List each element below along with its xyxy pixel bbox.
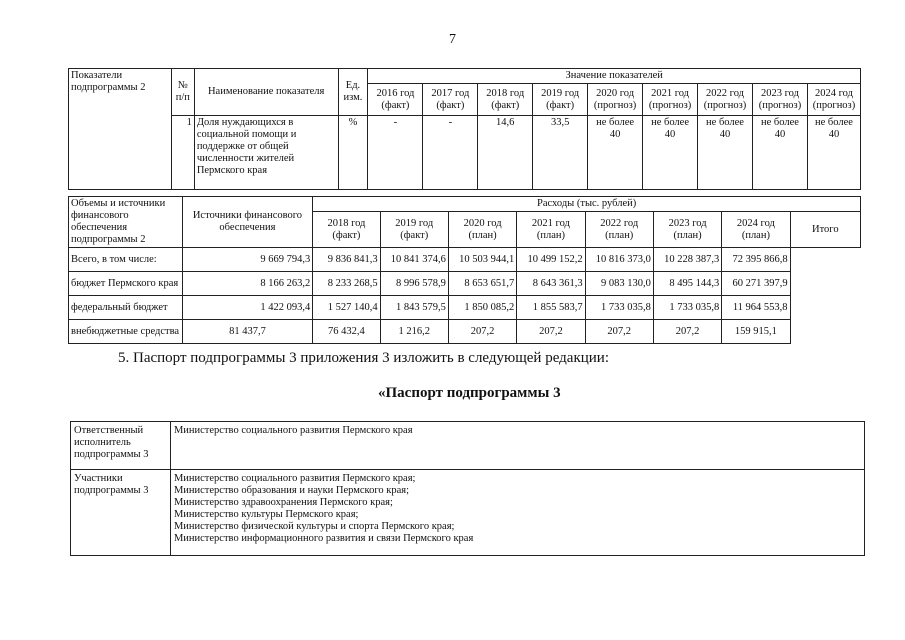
finance-value: 207,2 xyxy=(585,320,653,344)
paragraph-text: 5. Паспорт подпрограммы 3 приложения 3 изложить в следующей редакции: xyxy=(118,350,610,366)
finance-value: 10 816 373,0 xyxy=(585,248,653,272)
participant-item: Министерство здравоохранения Пермского края; xyxy=(173,497,393,508)
indicator-value: не более 40 xyxy=(588,116,643,190)
year-header: 2019 год (факт) xyxy=(533,84,588,116)
indicator-value: не более 40 xyxy=(643,116,698,190)
year-header: 2020 год (прогноз) xyxy=(588,84,643,116)
finance-value: 207,2 xyxy=(448,320,516,344)
finance-value: 10 228 387,3 xyxy=(653,248,721,272)
indicator-name: Доля нуждающихся в социальной помощи и поддержке от общей численности жителей Пермского края xyxy=(194,116,338,190)
participant-item: Министерство информационного развития и связи Пермского края xyxy=(173,533,474,544)
indicator-value: - xyxy=(368,116,423,190)
finance-value: 1 527 140,4 xyxy=(313,296,380,320)
participants-label: Участники подпрограммы 3 xyxy=(71,470,171,556)
finance-year-header: 2021 год (план) xyxy=(517,212,585,248)
finance-value: 9 669 794,3 xyxy=(182,248,313,272)
finance-value: 9 083 130,0 xyxy=(585,272,653,296)
indicators-row-label: Показатели подпрограммы 2 xyxy=(69,69,172,190)
finance-year-header: 2024 год (план) xyxy=(722,212,790,248)
finance-value: 1 850 085,2 xyxy=(448,296,516,320)
finance-value: 76 432,4 xyxy=(313,320,380,344)
finance-value: 207,2 xyxy=(517,320,585,344)
indicator-unit: % xyxy=(338,116,368,190)
sources-header: Источники финансового обеспечения xyxy=(182,197,313,248)
year-header: 2021 год (прогноз) xyxy=(643,84,698,116)
year-header: 2017 год (факт) xyxy=(423,84,478,116)
year-header: 2024 год (прогноз) xyxy=(807,84,860,116)
finance-value: 72 395 866,8 xyxy=(722,248,790,272)
finance-row xyxy=(69,272,861,296)
col-name-header: Наименование показателя xyxy=(194,69,338,116)
finance-value: 8 233 268,5 xyxy=(313,272,380,296)
finance-value: 8 166 263,2 xyxy=(182,272,313,296)
finance-row xyxy=(69,320,861,344)
finance-value: 11 964 553,8 xyxy=(722,296,790,320)
col-unit-header: Ед. изм. xyxy=(338,69,368,116)
responsible-value: Министерство социального развития Пермского края xyxy=(170,422,864,470)
participant-item: Министерство социального развития Пермского края; xyxy=(173,473,416,484)
indicator-value: 33,5 xyxy=(533,116,588,190)
indicator-value: 14,6 xyxy=(478,116,533,190)
passport-table xyxy=(70,421,865,556)
finance-source: федеральный бюджет xyxy=(69,296,183,320)
finance-value: 10 499 152,2 xyxy=(517,248,585,272)
finance-value: 8 495 144,3 xyxy=(653,272,721,296)
participant-item: Министерство культуры Пермского края; xyxy=(173,509,359,520)
passport-title: «Паспорт подпрограммы 3 xyxy=(378,385,561,401)
responsible-label: Ответственный исполнитель подпрограммы 3 xyxy=(71,422,171,470)
finance-row xyxy=(69,296,861,320)
finance-value: 207,2 xyxy=(653,320,721,344)
finance-year-header: 2019 год (факт) xyxy=(380,212,448,248)
year-header: 2022 год (прогноз) xyxy=(698,84,753,116)
finance-source: бюджет Пермского края xyxy=(69,272,183,296)
finance-table xyxy=(68,196,861,344)
finance-year-header: 2023 год (план) xyxy=(653,212,721,248)
participant-item: Министерство образования и науки Пермского края; xyxy=(173,485,410,496)
indicator-value: - xyxy=(423,116,478,190)
finance-year-header: Итого xyxy=(790,212,860,248)
finance-source: внебюджетные средства xyxy=(69,320,183,344)
finance-year-header: 2022 год (план) xyxy=(585,212,653,248)
finance-value: 1 733 035,8 xyxy=(653,296,721,320)
finance-value: 60 271 397,9 xyxy=(722,272,790,296)
participant-item: Министерство физической культуры и спорта Пермского края; xyxy=(173,521,455,532)
indicator-value: не более 40 xyxy=(753,116,808,190)
finance-value: 8 996 578,9 xyxy=(380,272,448,296)
finance-value: 81 437,7 xyxy=(182,320,313,344)
finance-value: 1 422 093,4 xyxy=(182,296,313,320)
expenses-header: Расходы (тыс. рублей) xyxy=(313,197,861,212)
indicator-value: не более 40 xyxy=(807,116,860,190)
finance-row xyxy=(69,248,861,272)
finance-value: 1 216,2 xyxy=(380,320,448,344)
finance-value: 159 915,1 xyxy=(722,320,790,344)
finance-value: 1 733 035,8 xyxy=(585,296,653,320)
finance-row-label: Объемы и источники финансового обеспечения подпрограммы 2 xyxy=(69,197,183,248)
participants-list xyxy=(170,470,864,556)
finance-value: 8 643 361,3 xyxy=(517,272,585,296)
values-header: Значение показателей xyxy=(368,69,861,84)
finance-value: 10 841 374,6 xyxy=(380,248,448,272)
year-header: 2023 год (прогноз) xyxy=(753,84,808,116)
indicator-value: не более 40 xyxy=(698,116,753,190)
indicators-table xyxy=(68,68,861,190)
finance-year-header: 2018 год (факт) xyxy=(313,212,380,248)
finance-value: 1 855 583,7 xyxy=(517,296,585,320)
col-num-header: № п/п xyxy=(171,69,194,116)
year-header: 2018 год (факт) xyxy=(478,84,533,116)
year-header: 2016 год (факт) xyxy=(368,84,423,116)
finance-value: 1 843 579,5 xyxy=(380,296,448,320)
finance-source: Всего, в том числе: xyxy=(69,248,183,272)
finance-value: 10 503 944,1 xyxy=(448,248,516,272)
finance-value: 8 653 651,7 xyxy=(448,272,516,296)
page-number: 7 xyxy=(449,32,456,47)
finance-year-header: 2020 год (план) xyxy=(448,212,516,248)
finance-value: 9 836 841,3 xyxy=(313,248,380,272)
row-num: 1 xyxy=(171,116,194,190)
